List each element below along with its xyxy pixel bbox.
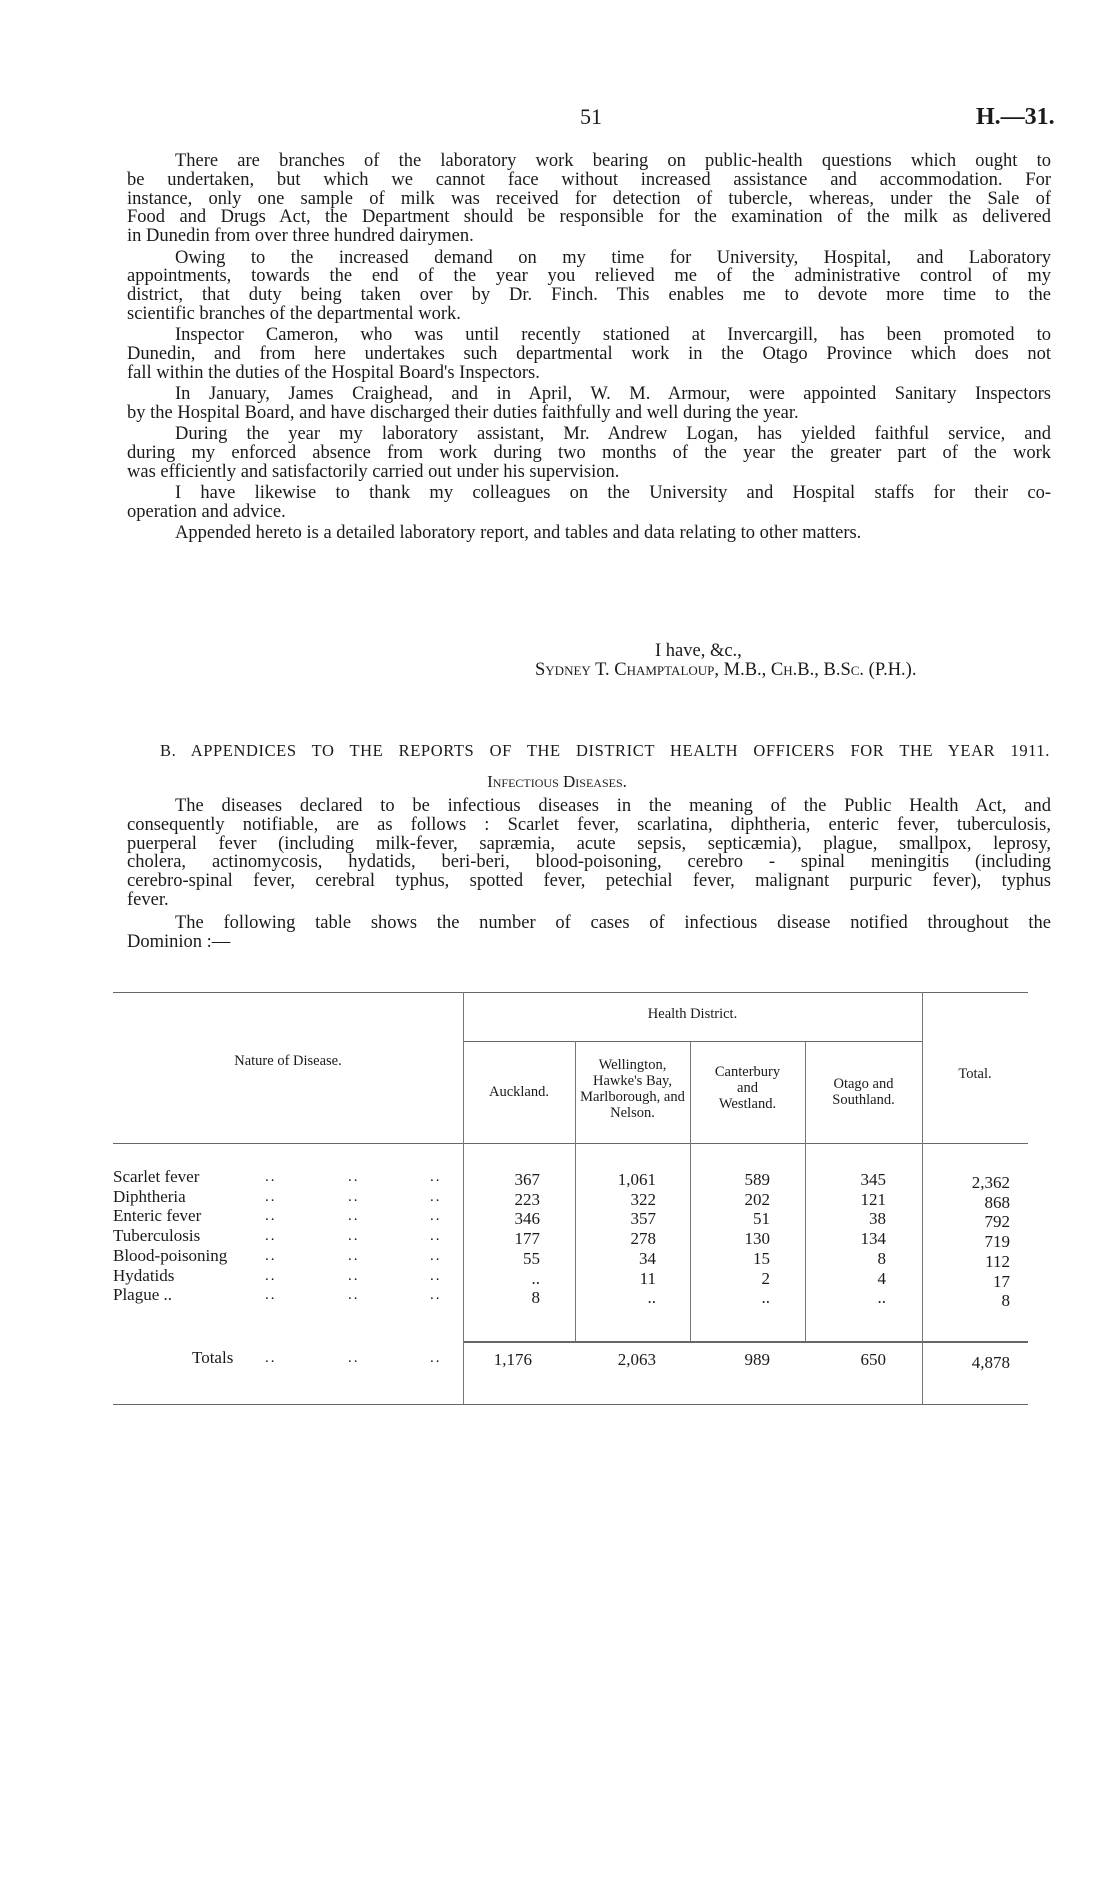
cell-value: 177 [514,1229,540,1249]
disease-name: Hydatids [113,1265,175,1285]
text-line: during my enforced absence from work during two months of the year the greater part of the work [127,442,1051,463]
leader-dots: .. [430,1247,442,1264]
leader-dots: .. [348,1287,360,1304]
text-line: cerebro-spinal fever, cerebral typhus, spotted fever, petechial fever, malignant purpuric fever), typhus [127,871,1051,892]
document-reference: H.—31. [976,104,1055,130]
leader-dots: .. [348,1169,360,1185]
cell-value: 589 [744,1170,770,1189]
row-total: 112 [985,1251,1010,1271]
row-total: 868 [984,1192,1010,1212]
cell-value: 223 [514,1189,540,1209]
cell-value: 8 [877,1248,886,1268]
text-line: be undertaken, but which we cannot face without increased assistance and accommodation. For [127,169,1051,190]
leader-dots: .. [430,1228,442,1245]
disease-name: Blood-poisoning [113,1245,228,1265]
text-line: in Dunedin from over three hundred dairymen. [127,226,474,247]
text-line: by the Hospital Board, and have discharged their duties faithfully and well during the year. [127,402,799,423]
leader-dots: .. [265,1169,277,1185]
header-total: Total. [958,1066,992,1082]
text-line: puerperal fever (including milk-fever, sapræmia, acute sepsis, septicæmia), plague, smallpox, leprosy, [127,833,1051,854]
text-line: The following table shows the number of cases of infectious disease notified throughout the [175,912,1051,933]
text-line: In January, James Craighead, and in April, W. M. Armour, were appointed Sanitary Inspectors [175,384,1051,405]
leader-dots: .. [430,1169,442,1185]
cell-value: 346 [514,1209,540,1229]
cell-value: 134 [860,1229,886,1249]
row-total: 792 [984,1212,1010,1232]
leader-dots: .. [265,1247,277,1264]
table-bottom-rule [113,1404,1028,1405]
disease-name: Tuberculosis [113,1226,201,1246]
row-total: 8 [1001,1291,1010,1311]
row-total: 719 [984,1232,1010,1252]
text-line: Appended hereto is a detailed laboratory report, and tables and data relating to other matters. [175,523,862,544]
leader-dots: .. [430,1350,442,1366]
leader-dots: .. [265,1350,277,1366]
appendix-heading: B. APPENDICES TO THE REPORTS OF THE DISTRICT HEALTH OFFICERS FOR THE YEAR 1911. [160,741,1050,760]
cell-value: 4 [877,1268,886,1288]
leader-dots: .. [348,1208,360,1225]
paragraph [127,385,1051,423]
text-line: scientific branches of the departmental work. [127,303,461,324]
text-line: I have likewise to thank my colleagues on the University and Hospital staffs for their co- [175,483,1051,504]
leader-dots: .. [265,1228,277,1245]
column-total: 650 [860,1350,886,1369]
header-bottom-rule [113,1143,1028,1144]
disease-name: Enteric fever [113,1206,202,1226]
paragraph [127,425,1051,481]
column-total: 2,063 [617,1350,656,1369]
text-line: consequently notifiable, are as follows : Scarlet fever, scarlatina, diphtheria, enteric fever, tuberculosis, [127,814,1051,835]
text-line: During the year my laboratory assistant, Mr. Andrew Logan, has yielded faithful service, and [175,424,1051,445]
paragraph [127,152,1051,246]
cell-value: 15 [753,1248,770,1268]
header-nature-of-disease: Nature of Disease. [234,1053,342,1069]
page-number: 51 [580,104,602,129]
header-wellington: Wellington, Hawke's Bay, Marlborough, and Nelson. [580,1057,685,1121]
header-health-district: Health District. [647,1006,738,1022]
leader-dots: .. [348,1247,360,1264]
header-auckland: Auckland. [489,1084,549,1100]
cell-value: 121 [860,1189,886,1209]
leader-dots: .. [348,1228,360,1245]
paragraph [127,797,1051,910]
cell-value: 278 [630,1229,656,1249]
text-line: Dominion :— [127,931,231,952]
cell-value: .. [647,1288,656,1308]
disease-name: Scarlet fever [113,1167,200,1186]
cell-value: 1,061 [617,1170,656,1189]
leader-dots: .. [348,1350,360,1366]
leader-dots: .. [265,1208,277,1225]
leader-dots: .. [430,1188,442,1205]
cell-value: 367 [514,1170,540,1189]
text-line: Inspector Cameron, who was until recently stationed at Invercargill, has been promoted to [175,325,1051,346]
leader-dots: .. [265,1287,277,1304]
group-header-rule [463,1041,922,1042]
cell-value: 8 [531,1288,540,1308]
text-line: operation and advice. [127,501,286,522]
text-line: Food and Drugs Act, the Department should be responsible for the examination of the milk as delivered [127,207,1051,228]
cell-value: .. [531,1268,540,1288]
leader-dots: .. [348,1188,360,1205]
paragraph [127,326,1051,382]
totals-rule [463,1341,1028,1343]
leader-dots: .. [430,1287,442,1304]
cell-value: 2 [761,1268,770,1288]
paragraph [127,484,1051,522]
header-otago: Otago and Southland. [832,1076,895,1108]
cell-value: 51 [753,1209,770,1229]
signature: Sydney T. Champtaloup, M.B., Ch.B., B.Sc. (P.H.). [535,660,917,680]
header-canterbury: Canterbury and Westland. [714,1064,781,1112]
disease-name: Plague .. [113,1285,173,1305]
leader-dots: .. [265,1267,277,1284]
text-line: was efficiently and satisfactorily carried out under his supervision. [127,461,620,482]
cell-value: .. [877,1288,886,1308]
cell-value: 130 [744,1229,770,1249]
cell-value: 357 [630,1209,656,1229]
table-top-rule [113,992,1028,993]
text-line: fall within the duties of the Hospital Board's Inspectors. [127,362,540,383]
cell-value: .. [761,1288,770,1308]
leader-dots: .. [348,1267,360,1284]
text-line: fever. [127,889,169,910]
row-total: 17 [993,1271,1010,1291]
paragraph [127,249,1051,324]
leader-dots: .. [265,1188,277,1205]
column-total: 989 [744,1350,770,1369]
paragraph [127,914,1051,952]
row-total: 2,362 [971,1173,1010,1192]
closing: I have, &c., [655,641,742,661]
cell-value: 34 [639,1248,656,1268]
text-line: The diseases declared to be infectious diseases in the meaning of the Public Health Act, and [175,796,1051,816]
cell-value: 322 [630,1189,656,1209]
disease-name: Diphtheria [113,1186,186,1206]
section-title: Infectious Diseases. [487,772,627,791]
cell-value: 11 [639,1268,656,1288]
text-line: cholera, actinomycosis, hydatids, beri-beri, blood-poisoning, cerebro - spinal meningitis (including [127,852,1051,873]
text-line: Owing to the increased demand on my time for University, Hospital, and Laboratory [175,247,1051,268]
text-line: appointments, towards the end of the year you relieved me of the administrative control of my [127,266,1051,287]
cell-value: 55 [523,1248,540,1268]
cell-value: 202 [744,1189,770,1209]
text-line: Dunedin, and from here undertakes such departmental work in the Otago Province which does not [127,343,1051,364]
text-line: instance, only one sample of milk was received for detection of tubercle, whereas, under the Sale of [127,188,1051,209]
cell-value: 38 [869,1209,886,1229]
grand-total: 4,878 [971,1353,1010,1372]
totals-label: Totals [192,1348,234,1367]
cell-value: 345 [860,1170,886,1189]
leader-dots: .. [430,1267,442,1284]
text-line: district, that duty being taken over by Dr. Finch. This enables me to devote more time to the [127,285,1051,306]
leader-dots: .. [430,1208,442,1225]
column-total: 1,176 [493,1350,532,1369]
text-line: There are branches of the laboratory work bearing on public-health questions which ought to [175,151,1051,171]
paragraph [127,524,1051,543]
